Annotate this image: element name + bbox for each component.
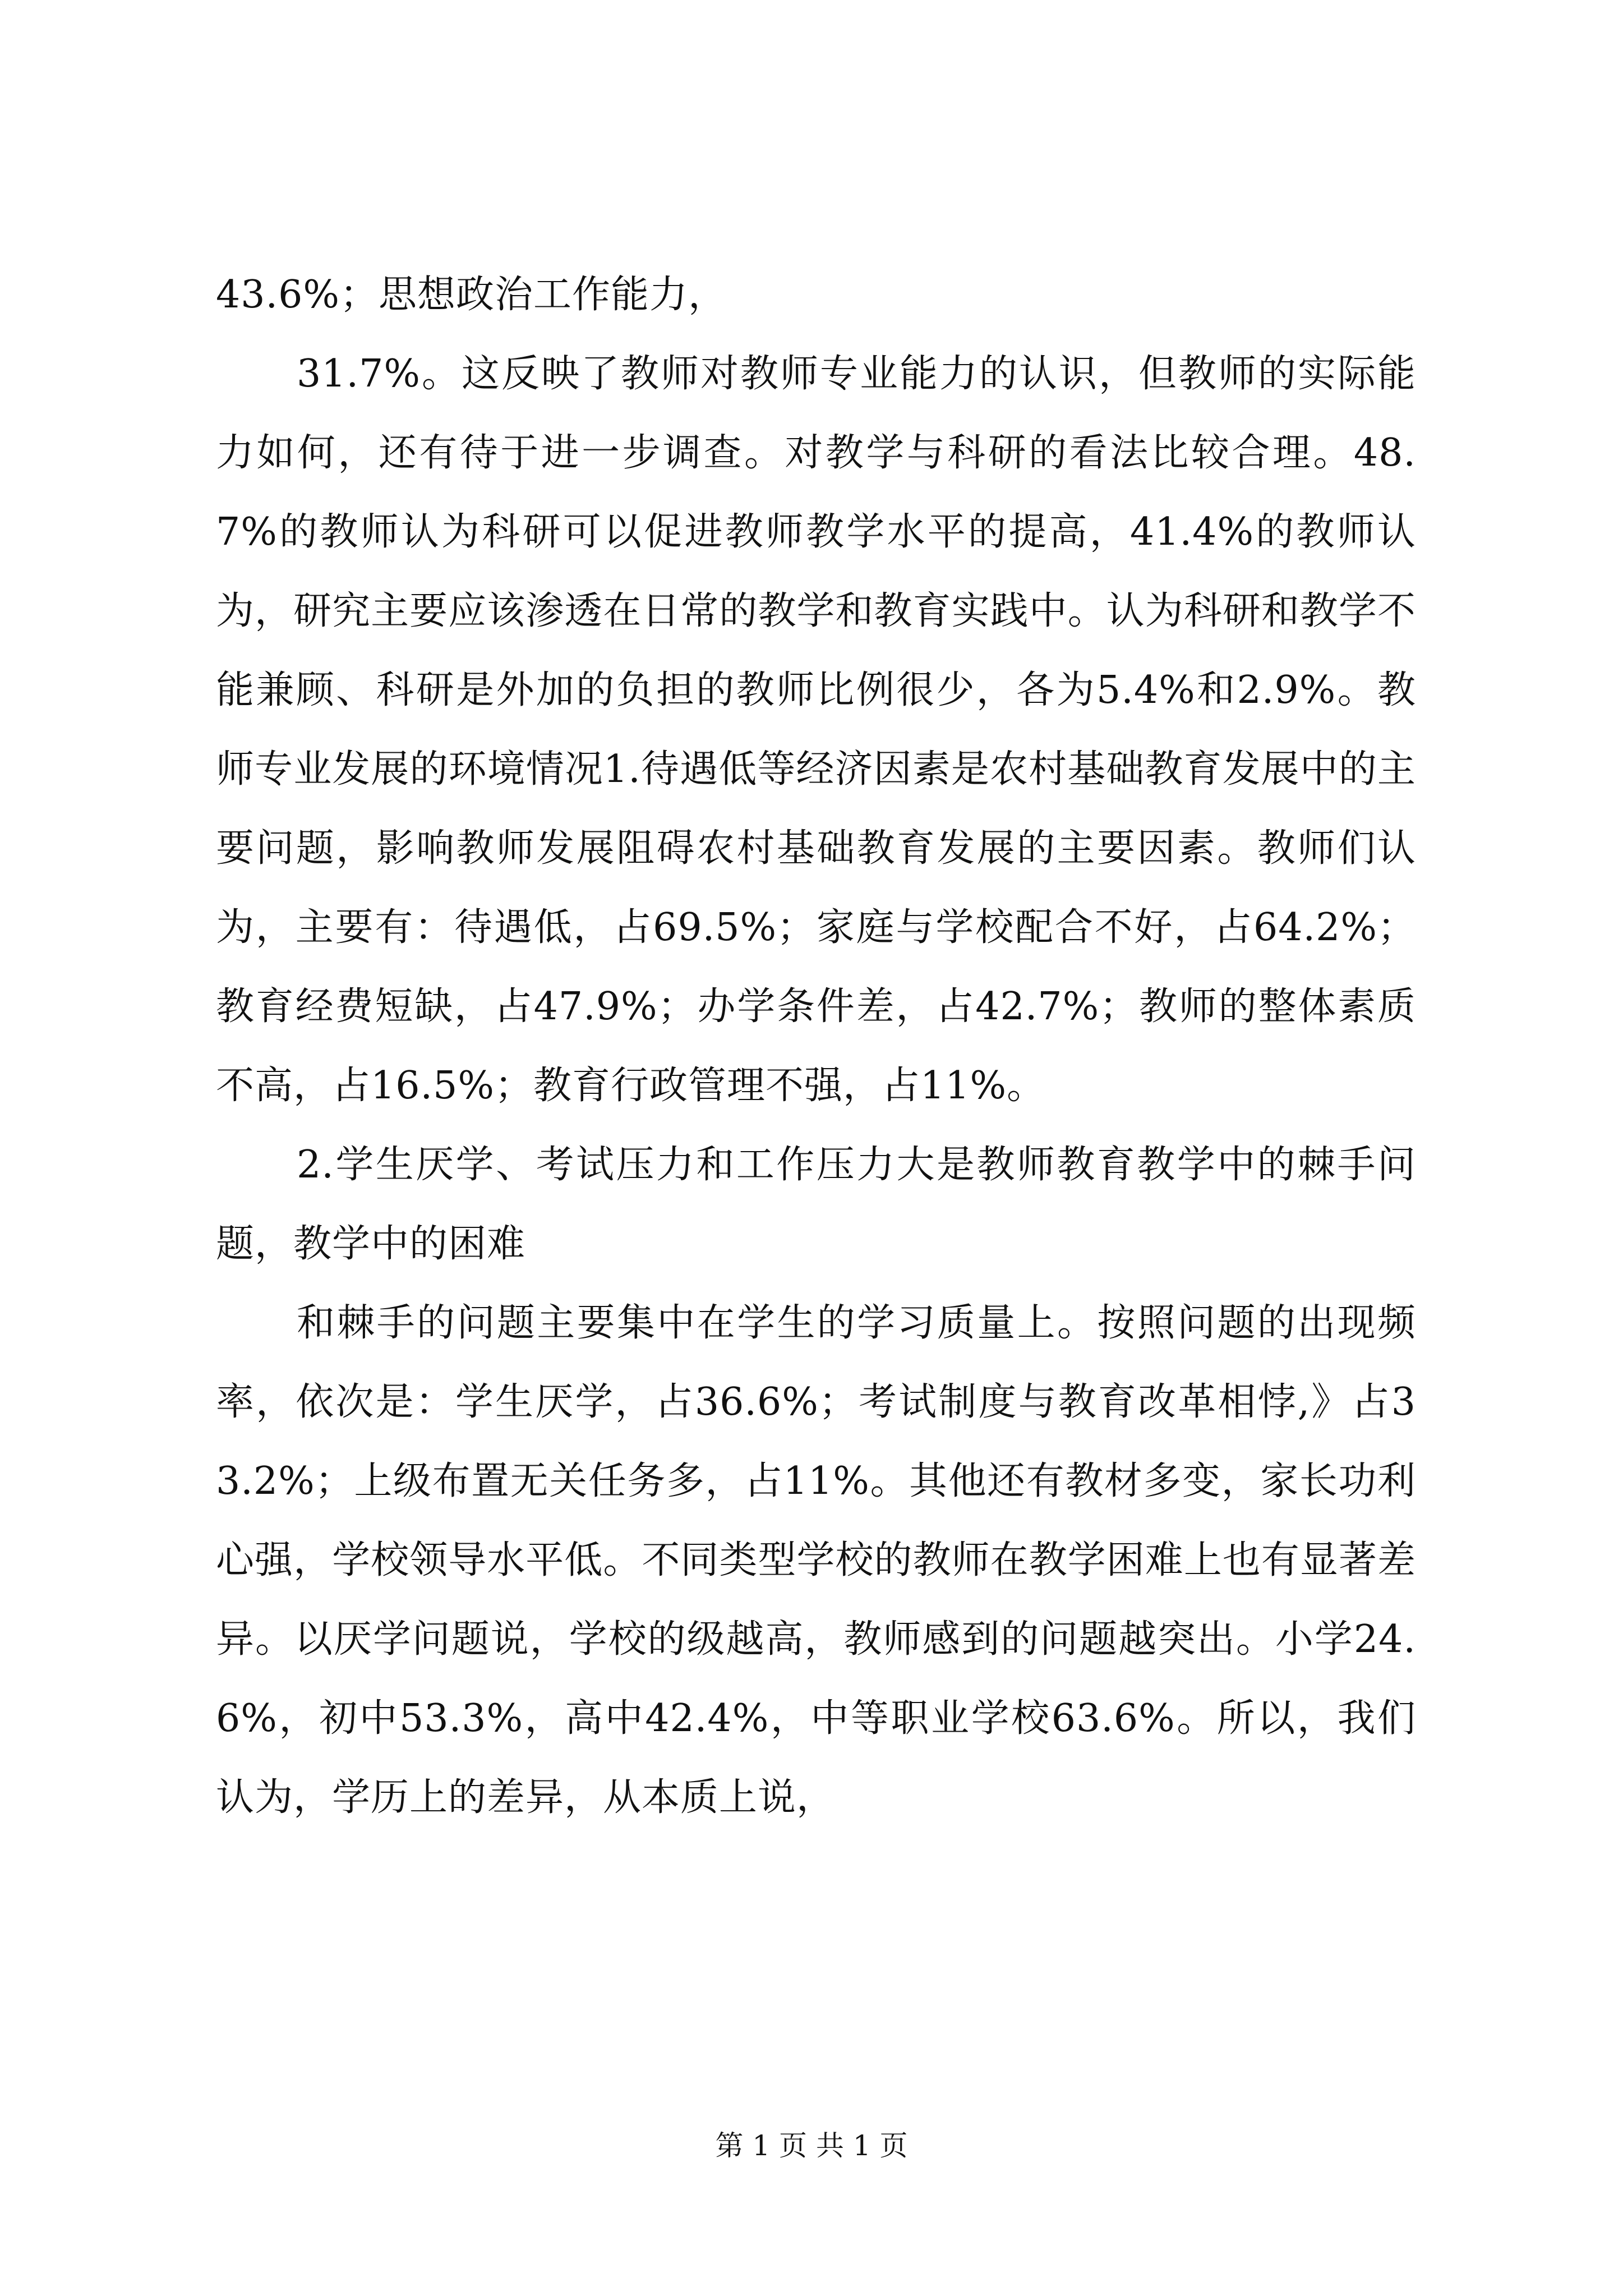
paragraph-4: 和棘手的问题主要集中在学生的学习质量上。按照问题的出现频率，依次是：学生厌学，占36.6%；考试制度与教育改革相悖,》占33.2%；上级布置无关任务多，占11%。其他还有教材多变，家长功利心强，学校领导水平低。不同类型学校的教师在教学困难上也有显著差异。以厌学问题说，学校的级越高，教师感到的问题越突出。小学24.6%，初中53.3%，高中42.4%，中等职业学校63.6%。所以，我们认为，学历上的差异，从本质上说， — [216, 1301, 1416, 1820]
paragraph-1: 43.6%；思想政治工作能力， — [216, 273, 727, 317]
document-body — [216, 255, 1416, 1837]
paragraph-2: 31.7%。这反映了教师对教师专业能力的认识，但教师的实际能力如何，还有待于进一步调查。对教学与科研的看法比较合理。48.7%的教师认为科研可以促进教师教学水平的提高，41.4%的教师认为，研究主要应该渗透在日常的教学和教育实践中。认为科研和教学不能兼顾、科研是外加的负担的教师比例很少，各为5.4%和2.9%。教师专业发展的环境情况1.待遇低等经济因素是农村基础教育发展中的主要问题，影响教师发展阻碍农村基础教育发展的主要因素。教师们认为，主要有：待遇低，占69.5%；家庭与学校配合不好，占64.2%；教育经费短缺，占47.9%；办学条件差，占42.7%；教师的整体素质不高，占16.5%；教育行政管理不强，占11%。 — [216, 352, 1416, 1108]
paragraph-3: 2.学生厌学、考试压力和工作压力大是教师教育教学中的棘手问题，教学中的困难 — [216, 1143, 1416, 1266]
page-number-footer: 第 1 页 共 1 页 — [715, 2129, 908, 2162]
